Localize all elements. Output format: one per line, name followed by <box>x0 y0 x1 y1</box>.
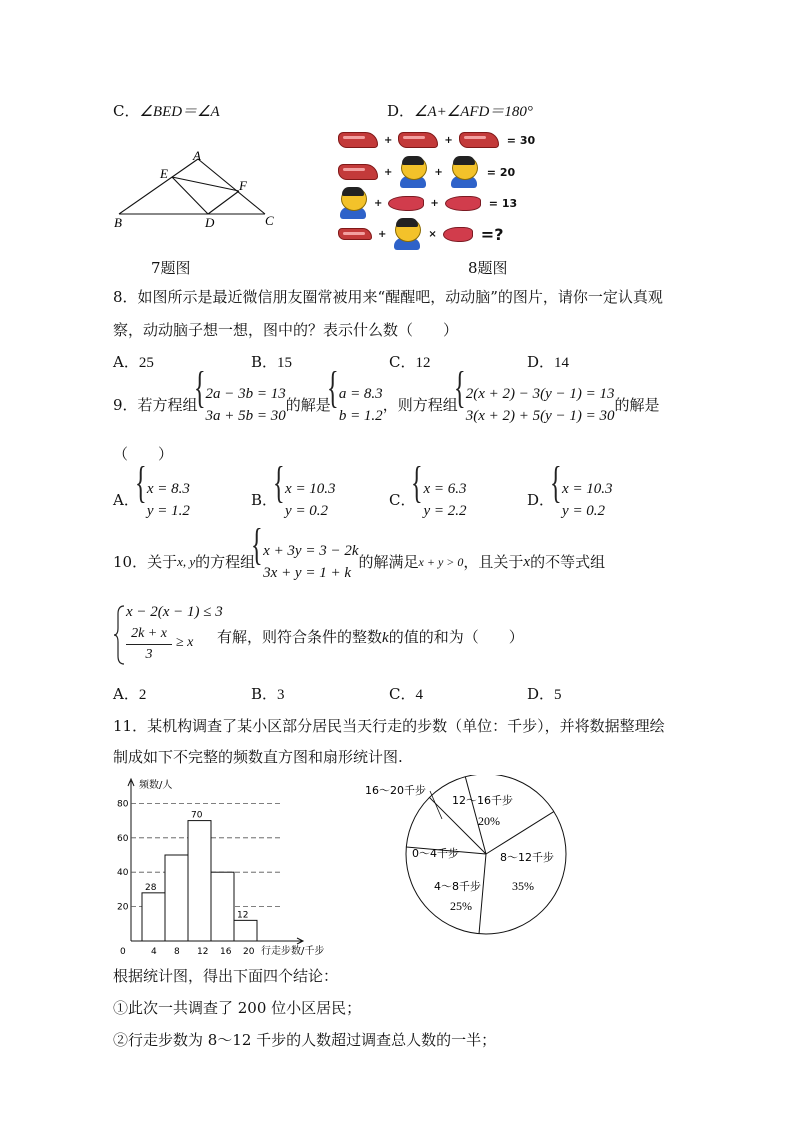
histogram-bar <box>234 920 257 941</box>
x-tick-label: 0 <box>120 947 126 957</box>
y-tick-label: 20 <box>117 902 129 913</box>
q10-option-d[interactable]: D．5 <box>527 685 562 703</box>
plus-sign: + <box>384 166 393 178</box>
point-b-label: B <box>114 215 122 230</box>
q11-text-line2: 制成如下不完整的频数直方图和扇形统计图. <box>113 748 403 766</box>
q7-triangle-figure <box>108 145 298 235</box>
row-result: = 20 <box>486 165 516 179</box>
x-tick-label: 12 <box>197 947 209 957</box>
q7-option-c <box>113 100 220 121</box>
y-tick-label: 80 <box>117 799 129 810</box>
brace-icon <box>113 604 127 666</box>
q8-option-c[interactable]: C．12 <box>389 353 431 371</box>
meat-chunk-icon <box>443 227 473 242</box>
q7-option-c-label: C． <box>113 102 140 120</box>
plus-sign: + <box>430 197 439 209</box>
point-d-label: D <box>205 215 215 230</box>
meat-icon <box>338 132 378 148</box>
q10-option-a[interactable]: A．2 <box>113 685 147 703</box>
q11-conclusion-2: ②行走步数为 8～12 千步的人数超过调查总人数的一半； <box>113 1031 497 1049</box>
row-result: = 30 <box>506 133 536 147</box>
plus-sign: + <box>374 197 383 209</box>
frequency-histogram <box>110 775 350 960</box>
plus-sign: + <box>444 134 453 146</box>
boy-face-icon <box>398 156 428 188</box>
boy-face-icon <box>392 218 422 250</box>
x-tick-label: 20 <box>243 947 255 957</box>
x-tick-label: 16 <box>220 947 232 957</box>
q7-option-d <box>387 100 533 121</box>
q10-option-b[interactable]: B．3 <box>251 685 285 703</box>
histogram-bar <box>142 893 165 941</box>
pie-slice-label: 0～4千步 <box>412 847 459 860</box>
pie-chart <box>360 775 610 945</box>
q7-option-c-expr: ∠BED＝∠A <box>139 104 220 120</box>
q7-option-d-expr: ∠A+∠AFD＝180° <box>414 104 533 120</box>
row-result: = 13 <box>488 196 518 210</box>
q11-conclusion-1: ①此次一共调查了 200 位小区居民； <box>113 999 362 1017</box>
point-c-label: C <box>265 213 274 228</box>
q8-caption: 8题图 <box>468 259 508 277</box>
q7-caption: 7题图 <box>151 259 191 277</box>
q8-text-line2: 察，动动脑子想一想，图中的？表示什么数（ ） <box>113 321 459 339</box>
q8-option-a[interactable]: A．25 <box>113 353 154 371</box>
plus-sign: + <box>378 228 387 240</box>
meat-icon <box>338 164 378 180</box>
q9-option-b[interactable]: B． { x = 10.3 y = 0.2 <box>251 478 336 522</box>
plus-sign: + <box>434 166 443 178</box>
x-tick-label: 8 <box>174 947 180 957</box>
pie-slice-label: 12～16千步 <box>452 794 513 807</box>
puzzle-row-4 <box>338 218 503 250</box>
puzzle-row-2 <box>338 156 515 188</box>
bar-value-label: 12 <box>237 910 249 921</box>
y-tick-label: 60 <box>117 833 129 844</box>
y-tick-label: 40 <box>117 868 129 879</box>
histogram-bar <box>188 821 211 941</box>
q7-option-d-label: D． <box>387 102 415 120</box>
y-axis-label: 频数/人 <box>139 780 173 791</box>
q10-stem: 10．关于x, y的方程组 { x + 3y = 3 − 2k 3x + y = 1 + k 的解满足x + y > 0，且关于x的不等式组 <box>113 540 605 584</box>
puzzle-row-3 <box>338 187 517 219</box>
pie-slice-label: 8～12千步 <box>500 851 554 864</box>
q9-option-c[interactable]: C． { x = 6.3 y = 2.2 <box>389 478 467 522</box>
histogram-bar <box>211 872 234 941</box>
point-a-label: A <box>193 148 201 163</box>
q10-option-c[interactable]: C．4 <box>389 685 423 703</box>
meat-icon <box>338 228 372 240</box>
pie-slice-percent: 20% <box>478 814 500 828</box>
q9-option-d[interactable]: D． { x = 10.3 y = 0.2 <box>527 478 613 522</box>
pie-slice-percent: 35% <box>512 879 534 893</box>
pie-slice-label: 4～8千步 <box>434 880 481 893</box>
q9-system-2: { a = 8.3 b = 1.2 <box>331 383 383 427</box>
q11-after-text: 根据统计图，得出下面四个结论： <box>113 967 339 985</box>
q10-tail: 有解，则符合条件的整数k的值的和为（ ） <box>217 628 524 646</box>
q9-system-3: { 2(x + 2) − 3(y − 1) = 13 3(x + 2) + 5(y − 1) = 30 <box>458 383 615 427</box>
q9-paren: （ ） <box>113 445 174 463</box>
meat-icon <box>398 132 438 148</box>
q11-text-line1: 11．某机构调查了某小区部分居民当天行走的步数（单位：千步），并将数据整理绘 <box>113 717 665 735</box>
meat-chunk-icon <box>388 196 424 211</box>
q8-puzzle-figure <box>338 128 578 246</box>
point-e-label: E <box>160 166 168 181</box>
boy-face-icon <box>338 187 368 219</box>
pie-slice-percent: 25% <box>450 899 472 913</box>
meat-chunk-icon <box>445 196 481 211</box>
boy-face-icon <box>449 156 479 188</box>
q8-option-b[interactable]: B．15 <box>251 353 293 371</box>
x-axis-label: 行走步数/千步 <box>261 946 325 957</box>
q9-stem: 9．若方程组 { 2a − 3b = 13 3a + 5b = 30 的解是 { a = 8.3 b = 1.2 ，则方程组 { 2(x + 2) − 3(y − 1) = 13 3(x + 2) + 5(y − 1) = 30 的解是 <box>113 383 660 427</box>
q8-option-d[interactable]: D．14 <box>527 353 570 371</box>
plus-sign: + <box>384 134 393 146</box>
puzzle-row-1 <box>338 132 535 148</box>
x-tick-label: 4 <box>151 947 157 957</box>
q10-system: { x + 3y = 3 − 2k 3x + y = 1 + k <box>255 540 358 584</box>
q9-system-1: { 2a − 3b = 13 3a + 5b = 30 <box>198 383 286 427</box>
q9-option-a[interactable]: A． { x = 8.3 y = 1.2 <box>113 478 190 522</box>
histogram-bar <box>165 855 188 941</box>
q8-text-line1: 8．如图所示是最近微信朋友圈常被用来“醒醒吧，动动脑”的图片，请你一定认真观 <box>113 288 663 306</box>
pie-slice-label: 16～20千步 <box>365 784 426 797</box>
bar-value-label: 28 <box>145 882 157 893</box>
bar-value-label: 70 <box>191 810 203 821</box>
times-sign: × <box>428 228 437 240</box>
point-f-label: F <box>239 178 247 193</box>
meat-icon <box>459 132 499 148</box>
row-result-unknown: =? <box>480 224 504 244</box>
